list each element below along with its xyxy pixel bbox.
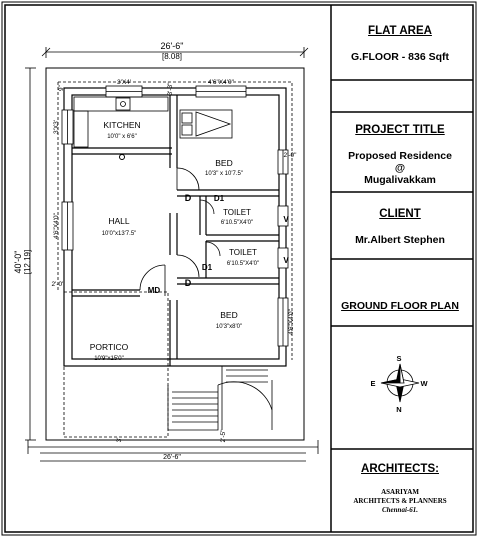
client-label: CLIENT [379,208,421,220]
client-name: Mr.Albert Stephen [355,234,445,246]
side-dimension-text: 40'-0" [13,250,23,274]
door-label-d1-toilet2: D1 [201,263,213,272]
room-size-toilet2: 6'10.5"X4'0" [226,261,260,267]
room-size-bed1: 10'3" x 10'7.5" [205,171,243,177]
window-bed-right-label: 2'-0" [283,152,297,159]
top-dimension-metric: [8.08] [161,52,183,61]
vent-label-1: V [283,215,289,224]
compass-n: N [396,405,402,414]
bottom-small-left-label: 3' [116,437,123,443]
outer-walls [64,88,286,366]
window-hall-side-label: 4'6"X4'0" [53,213,60,239]
project-title-label: PROJECT TITLE [355,124,445,136]
staircase [168,366,272,430]
flat-area-value: G.FLOOR - 836 Sqft [350,51,449,63]
door-label-d-bed2: D [184,278,192,288]
firm-line-3: Chennai-61. [382,506,418,514]
project-line-3: Mugalivakkam [364,174,436,186]
room-name-bed1: BED [215,158,233,168]
windows [62,86,288,346]
window-kitchen-top-label: 3'X4' [116,79,132,86]
bottom-small-right-label: 2'-5" [220,429,227,443]
top-dimension-text: 26'-6" [160,41,184,51]
vent-label-2: V [283,256,289,265]
door-label-d1-toilet1: D1 [213,194,225,203]
wall-left-thickness-label: 2'-0" [51,281,65,288]
firm-line-1: ASARIYAM [381,488,419,496]
room-size-toilet1: 6'10.5"X4'0" [220,220,254,226]
plan-name: GROUND FLOOR PLAN [341,300,459,312]
compass-icon [381,364,419,402]
side-dimension-metric: [12.19] [23,249,32,275]
flat-area-title: FLAT AREA [368,25,432,37]
compass-s: S [396,354,402,363]
door-label-main: MD [147,286,161,295]
room-name-bed2: BED [220,310,238,320]
room-name-hall: HALL [108,216,130,226]
room-name-kitchen: KITCHEN [103,120,141,130]
project-line-2: @ [394,162,406,174]
room-name-toilet1: TOILET [223,208,251,217]
door-label-d-bed1: D [184,193,192,203]
top-small-left-label: 9" [58,85,65,91]
compass-w: W [420,379,428,388]
window-bed2-right-label: 4'6"X4'0" [288,309,295,335]
top-small-mid-label: 3'-3" [167,82,174,96]
compass-e: E [370,379,376,388]
kitchen-opening-marker [120,155,125,160]
firm-line-2: ARCHITECTS & PLANNERS [353,497,447,505]
room-size-portico: 10'9"x15'0" [94,356,124,362]
room-name-toilet2: TOILET [229,248,257,257]
room-size-bed2: 10'3"x8'0" [215,324,243,330]
room-size-hall: 10'0"x13'7.5" [101,231,137,237]
project-line-1: Proposed Residence [348,150,452,162]
room-name-portico: PORTICO [89,342,129,352]
plot-boundary [46,68,304,440]
door-swings [140,168,220,296]
room-size-kitchen: 10'0" x 6'6" [107,134,137,140]
sunshade-dashed [58,82,292,437]
window-kitchen-side-label: 3'X3' [53,119,60,135]
bottom-dimension-text: 26'-6" [163,454,181,461]
window-bed-top-label: 4'6"X4'0" [208,79,234,86]
bed-furniture [180,110,232,138]
architects-label: ARCHITECTS: [361,463,439,475]
